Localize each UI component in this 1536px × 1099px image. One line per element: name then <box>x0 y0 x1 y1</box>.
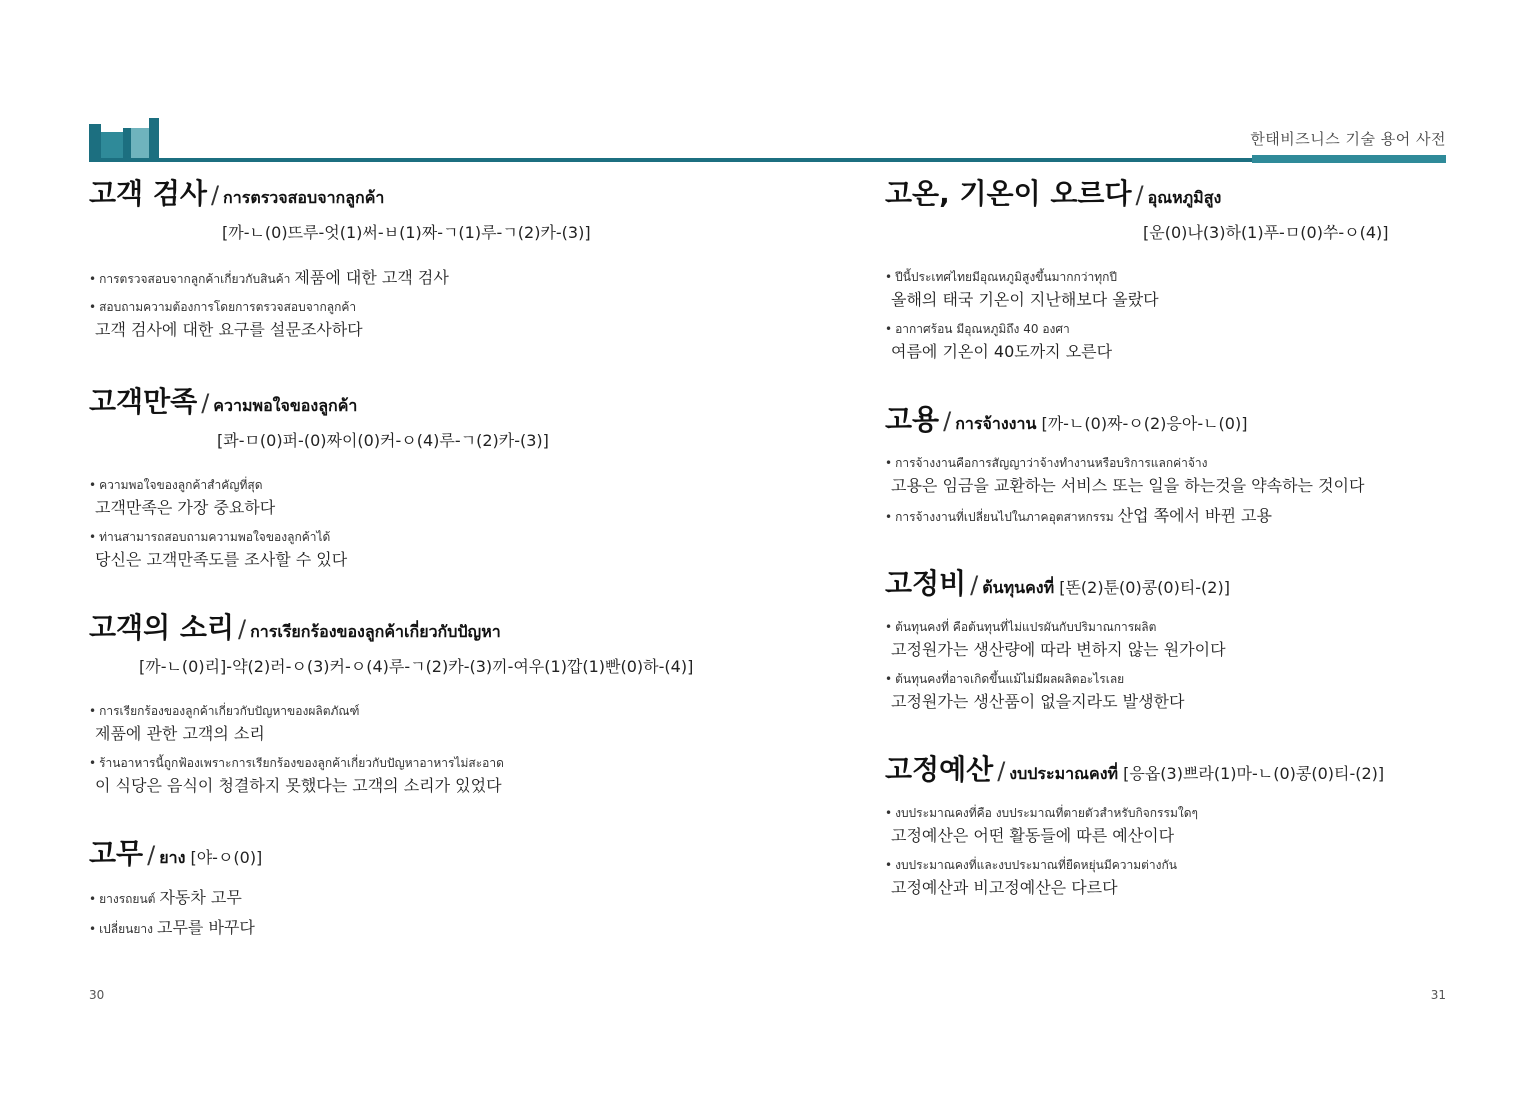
bullet-icon: • <box>89 272 97 286</box>
example-thai: การจ้างงานที่เปลี่ยนไปในภาคอุตสาหกรรม <box>895 510 1114 524</box>
entry-rubber <box>89 832 729 940</box>
dictionary-title: 한태비즈니스 기술 용어 사전 <box>1250 130 1446 148</box>
example-korean: 제품에 대한 고객 검사 <box>294 268 449 287</box>
bullet-icon: • <box>89 530 97 544</box>
headword: 고객 검사 <box>89 177 207 210</box>
headword: 고객의 소리 <box>89 611 234 644</box>
headword: 고객만족 <box>89 385 198 418</box>
bullet-icon: • <box>885 620 893 634</box>
separator: / <box>238 615 247 643</box>
separator: / <box>943 407 952 435</box>
entry-high-temperature <box>885 172 1445 364</box>
headword: 고무 <box>89 837 144 870</box>
example <box>89 266 729 290</box>
example <box>89 700 729 746</box>
bullet-icon: • <box>89 756 97 770</box>
thai-term: ความพอใจของลูกค้า <box>213 396 358 415</box>
example-korean: 고객만족은 가장 중요하다 <box>95 498 276 517</box>
bullet-icon: • <box>89 704 97 718</box>
example <box>885 854 1445 900</box>
thai-term: ยาง <box>159 848 186 867</box>
example-korean: 자동차 고무 <box>159 888 242 907</box>
example-thai: ความพอใจของลูกค้าสำคัญที่สุด <box>99 478 263 492</box>
bullet-icon: • <box>885 858 893 872</box>
separator: / <box>201 389 210 417</box>
bullet-icon: • <box>89 922 97 936</box>
example <box>885 504 1445 528</box>
separator: / <box>1135 181 1144 209</box>
pronunciation: [똔(2)툰(0)콩(0)티-(2)] <box>1059 578 1230 597</box>
entry-fixed-cost <box>885 562 1445 714</box>
example-korean: 고객 검사에 대한 요구를 설문조사하다 <box>95 320 363 339</box>
example <box>885 266 1445 312</box>
example-korean: 제품에 관한 고객의 소리 <box>95 724 265 743</box>
header-rule <box>89 158 1446 162</box>
example-thai: ปีนี้ประเทศไทยมีอุณหภูมิสูงขึ้นมากกว่าทุกปี <box>895 270 1118 284</box>
example-korean: 여름에 기온이 40도까지 오른다 <box>891 342 1113 361</box>
thai-term: ต้นทุนคงที่ <box>982 578 1055 597</box>
pronunciation: [콰-ㅁ(0)퍼-(0)짜이(0)커-ㅇ(4)루-ㄱ(2)카-(3)] <box>217 431 549 450</box>
header-tab-accent <box>1252 155 1446 163</box>
thai-term: การจ้างงาน <box>955 414 1037 433</box>
separator: / <box>147 841 156 869</box>
example <box>89 916 729 940</box>
example-korean: 고용은 임금을 교환하는 서비스 또는 일을 하는것을 약속하는 것이다 <box>891 476 1365 495</box>
example <box>89 474 729 520</box>
example-thai: ยางรถยนต์ <box>99 892 156 906</box>
thai-term: การเรียกร้องของลูกค้าเกี่ยวกับปัญหา <box>250 622 501 641</box>
bullet-icon: • <box>885 806 893 820</box>
pronunciation: [야-ㅇ(0)] <box>190 848 263 867</box>
example <box>885 318 1445 364</box>
thai-term: อุณหภูมิสูง <box>1147 188 1222 207</box>
pronunciation: [응옵(3)쁘라(1)마-ㄴ(0)콩(0)티-(2)] <box>1123 764 1385 783</box>
left-page-column <box>89 172 729 940</box>
example-thai: สอบถามความต้องการโดยการตรวจสอบจากลูกค้า <box>99 300 357 314</box>
separator: / <box>970 571 979 599</box>
bullet-icon: • <box>885 510 893 524</box>
bullet-icon: • <box>885 456 893 470</box>
example <box>885 802 1445 848</box>
page-number-right: 31 <box>1430 988 1446 1002</box>
headword: 고정예산 <box>885 753 994 786</box>
example-thai: เปลี่ยนยาง <box>99 922 154 936</box>
example-thai: ท่านสามารถสอบถามความพอใจของลูกค้าได้ <box>99 530 331 544</box>
bullet-icon: • <box>885 270 893 284</box>
example-thai: งบประมาณคงที่คือ งบประมาณที่ตายตัวสำหรับกิจกรรมใดๆ <box>895 806 1198 820</box>
headword: 고온, 기온이 오르다 <box>885 177 1132 210</box>
entry-voice-of-customer <box>89 606 729 798</box>
example <box>89 886 729 910</box>
example <box>89 526 729 572</box>
example-korean: 고정원가는 생산량에 따라 변하지 않는 원가이다 <box>891 640 1226 659</box>
example-korean: 산업 쪽에서 바뀐 고용 <box>1117 506 1272 525</box>
bullet-icon: • <box>885 672 893 686</box>
example-korean: 이 식당은 음식이 청결하지 못했다는 고객의 소리가 있었다 <box>95 776 502 795</box>
page-number-left: 30 <box>89 988 105 1002</box>
example <box>885 452 1445 498</box>
entry-customer-inspection <box>89 172 729 342</box>
pronunciation: [까-ㄴ(0)짜-ㅇ(2)응아-ㄴ(0)] <box>1041 414 1248 433</box>
bullet-icon: • <box>885 322 893 336</box>
pronunciation: [까-ㄴ(0)뜨루-엇(1)써-ㅂ(1)짜-ㄱ(1)루-ㄱ(2)카-(3)] <box>222 223 591 242</box>
example-korean: 고무를 바꾸다 <box>157 918 255 937</box>
entry-employment <box>885 398 1445 528</box>
headword: 고정비 <box>885 567 967 600</box>
example-korean: 고정예산은 어떤 활동들에 따른 예산이다 <box>891 826 1175 845</box>
bullet-icon: • <box>89 892 97 906</box>
example-korean: 고정예산과 비고정예산은 다르다 <box>891 878 1118 897</box>
example <box>885 668 1445 714</box>
separator: / <box>210 181 220 209</box>
example-thai: ร้านอาหารนี้ถูกฟ้องเพราะการเรียกร้องของลูกค้าเกี่ยวกับปัญหาอาหารไม่สะอาด <box>99 756 504 770</box>
thai-term: การตรวจสอบจากลูกค้า <box>223 188 385 207</box>
example-korean: 올해의 태국 기온이 지난해보다 올랐다 <box>891 290 1159 309</box>
example-korean: 고정원가는 생산품이 없을지라도 발생한다 <box>891 692 1185 711</box>
example-thai: อากาศร้อน มีอุณหภูมิถึง 40 องศา <box>895 322 1070 336</box>
example-thai: ต้นทุนคงที่อาจเกิดขึ้นแม้ไม่มีผลผลิตอะไรเลย <box>895 672 1125 686</box>
example-thai: การเรียกร้องของลูกค้าเกี่ยวกับปัญหาของผลิตภัณฑ์ <box>99 704 360 718</box>
example-thai: การจ้างงานคือการสัญญาว่าจ้างทำงานหรือบริการแลกค่าจ้าง <box>895 456 1208 470</box>
bullet-icon: • <box>89 478 97 492</box>
example <box>885 616 1445 662</box>
pronunciation: [까-ㄴ(0)리]-약(2)러-ㅇ(3)커-ㅇ(4)루-ㄱ(2)카-(3)끼-여우(1)깝(1)빤(0)하-(4)] <box>139 657 694 676</box>
entry-fixed-budget <box>885 748 1445 900</box>
bullet-icon: • <box>89 300 97 314</box>
entry-customer-satisfaction <box>89 380 729 572</box>
headword: 고용 <box>885 403 940 436</box>
example <box>89 296 729 342</box>
pronunciation: [운(0)나(3)하(1)푸-ㅁ(0)쑤-ㅇ(4)] <box>1143 223 1389 242</box>
example-thai: ต้นทุนคงที่ คือต้นทุนที่ไม่แปรผันกับปริมาณการผลิต <box>895 620 1157 634</box>
right-page-column <box>885 172 1445 900</box>
example <box>89 752 729 798</box>
example-thai: การตรวจสอบจากลูกค้าเกี่ยวกับสินค้า <box>99 272 291 286</box>
example-korean: 당신은 고객만족도를 조사할 수 있다 <box>95 550 348 569</box>
thai-term: งบประมาณคงที่ <box>1009 764 1119 783</box>
example-thai: งบประมาณคงที่และงบประมาณที่ยืดหยุ่นมีความต่างกัน <box>895 858 1178 872</box>
separator: / <box>997 757 1006 785</box>
book-logo-icon <box>89 118 159 162</box>
